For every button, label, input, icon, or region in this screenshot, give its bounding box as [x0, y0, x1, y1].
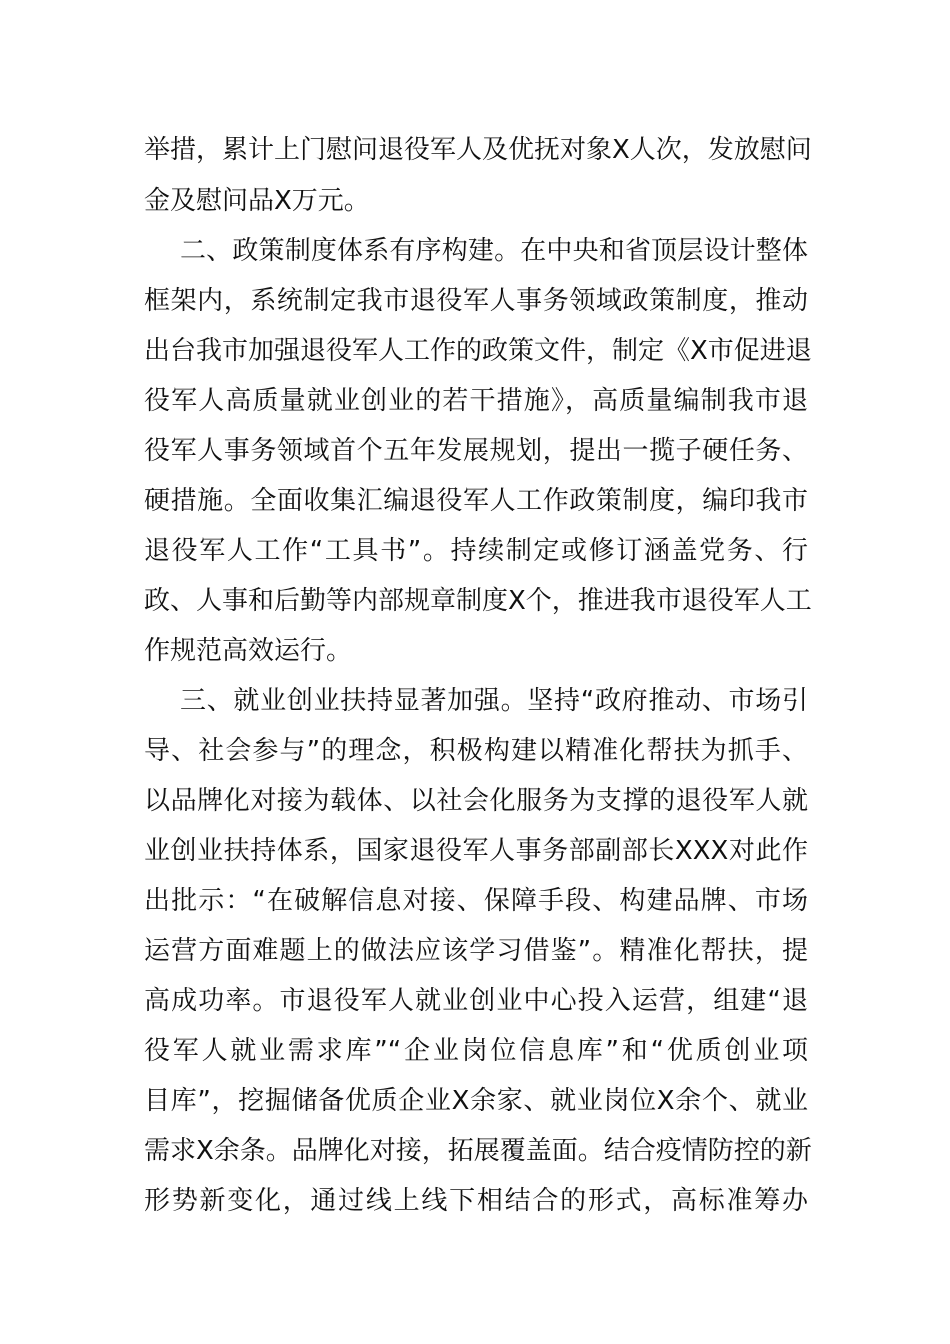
text-line: 目库”，挖掘储备优质企业X余家、就业岗位X余个、就业 — [144, 1086, 808, 1116]
text-line: 形势新变化，通过线上线下相结合的形式，高标准筹办 — [144, 1186, 808, 1216]
text-line: 出台我市加强退役军人工作的政策文件，制定《X市促进退 — [144, 336, 812, 366]
text-line: 以品牌化对接为载体、以社会化服务为支撑的退役军人就 — [144, 786, 808, 816]
text-line: 役军人事务领域首个五年发展规划，提出一揽子硬任务、 — [144, 436, 808, 466]
text-line: 政、人事和后勤等内部规章制度X个，推进我市退役军人工 — [144, 586, 812, 616]
text-line: 硬措施。全面收集汇编退役军人工作政策制度，编印我市 — [144, 486, 808, 516]
text-line: 金及慰问品X万元。 — [144, 186, 370, 216]
text-line: 出批示：“在破解信息对接、保障手段、构建品牌、市场 — [144, 886, 808, 916]
text-line: 役军人就业需求库”“企业岗位信息库”和“优质创业项 — [144, 1036, 808, 1066]
paragraph-heading-line: 二、政策制度体系有序构建。在中央和省顶层设计整体 — [180, 236, 808, 266]
paragraph-heading-line: 三、就业创业扶持显著加强。坚持“政府推动、市场引 — [180, 686, 808, 716]
text-line: 役军人高质量就业创业的若干措施》，高质量编制我市退 — [144, 386, 808, 416]
text-line: 导、社会参与”的理念，积极构建以精准化帮扶为抓手、 — [144, 736, 808, 766]
text-line: 作规范高效运行。 — [144, 636, 353, 666]
text-line: 高成功率。市退役军人就业创业中心投入运营，组建“退 — [144, 986, 808, 1016]
text-line: 举措，累计上门慰问退役军人及优抚对象X人次，发放慰问 — [144, 135, 812, 165]
text-line: 业创业扶持体系，国家退役军人事务部副部长XXX对此作 — [144, 836, 808, 866]
text-line: 退役军人工作“工具书”。持续制定或修订涵盖党务、行 — [144, 536, 808, 566]
text-line: 框架内，系统制定我市退役军人事务领域政策制度，推动 — [144, 286, 808, 316]
text-line: 需求X余条。品牌化对接，拓展覆盖面。结合疫情防控的新 — [144, 1136, 812, 1166]
text-line: 运营方面难题上的做法应该学习借鉴”。精准化帮扶，提 — [144, 936, 808, 966]
